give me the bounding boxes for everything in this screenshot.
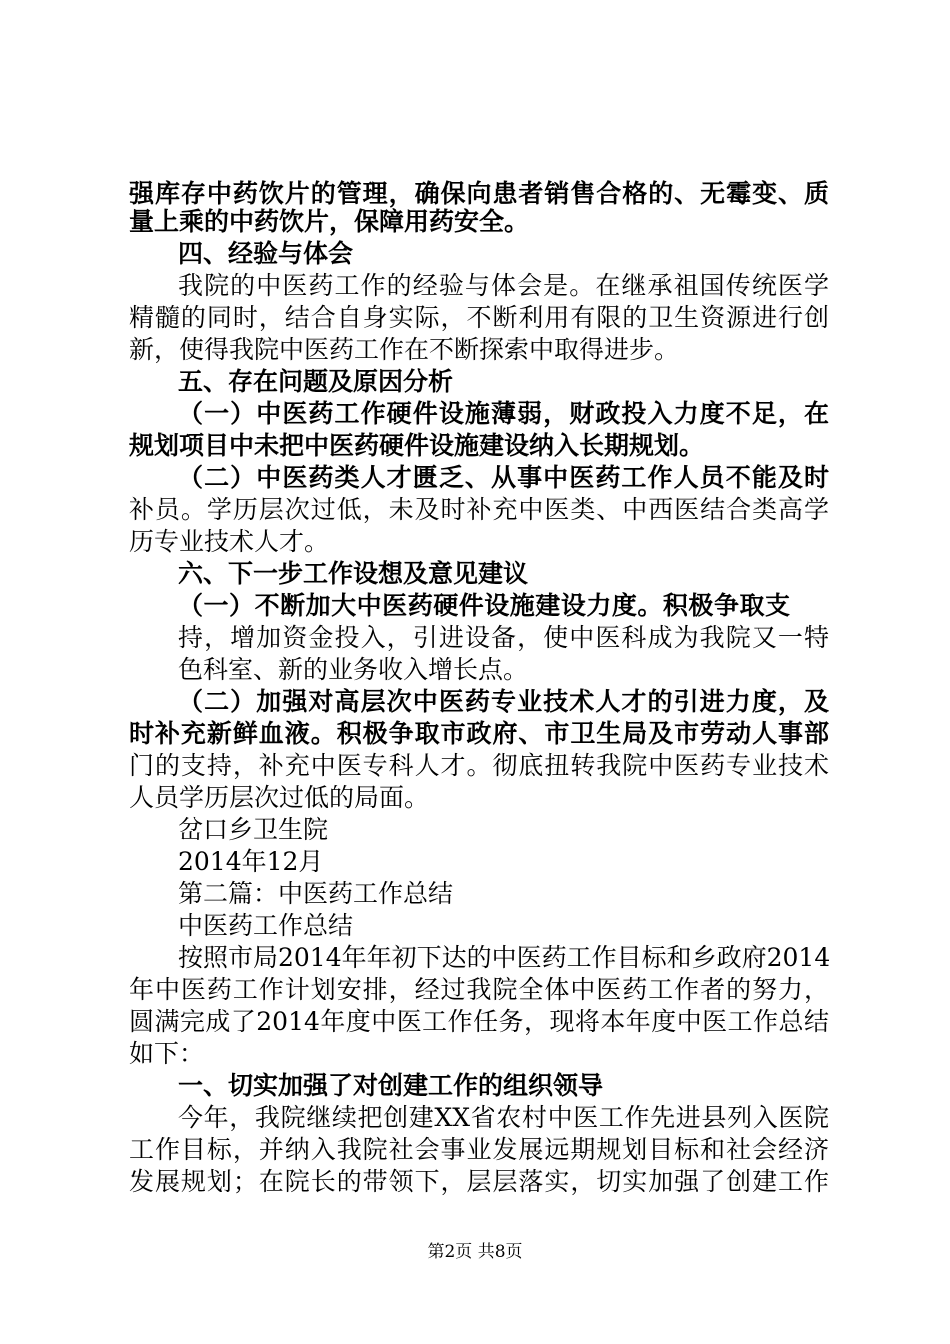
paragraph-line: 规划项目中未把中医药硬件设施建设纳入长期规划。: [129, 431, 705, 460]
section-heading: 五、存在问题及原因分析: [178, 367, 454, 396]
paragraph-line: （二）中医药类人才匮乏、从事中医药工作人员不能及时: [178, 463, 829, 492]
paragraph-line: 人员学历层次过低的局面。: [129, 783, 430, 812]
paragraph-line: 如下：: [129, 1039, 205, 1068]
section-heading: 四、经验与体会: [178, 239, 354, 268]
paragraph-line: 补员。学历层次过低，未及时补充中医类、中西医结合类高学: [129, 495, 829, 524]
paragraph-line: 今年，我院继续把创建XX省农村中医工作先进县列入医院: [178, 1103, 829, 1132]
paragraph-line: （一）中医药工作硬件设施薄弱，财政投入力度不足，在: [178, 399, 829, 428]
paragraph-line: 量上乘的中药饮片，保障用药安全。: [129, 207, 530, 236]
paragraph-line: 历专业技术人才。: [129, 527, 330, 556]
paragraph-line: 我院的中医药工作的经验与体会是。在继承祖国传统医学: [178, 271, 829, 300]
paragraph-line: 新，使得我院中医药工作在不断探索中取得进步。: [129, 335, 680, 364]
paragraph-line: 发展规划；在院长的带领下，层层落实，切实加强了创建工作: [129, 1167, 829, 1196]
paragraph-line: （二）加强对高层次中医药专业技术人才的引进力度，及: [178, 687, 829, 716]
chapter-title: 第二篇：中医药工作总结: [178, 879, 454, 908]
paragraph-line: 年中医药工作计划安排，经过我院全体中医药工作者的努力，: [129, 975, 829, 1004]
paragraph-line: （一）不断加大中医药硬件设施建设力度。积极争取支: [178, 591, 790, 620]
paragraph-line: 持，增加资金投入，引进设备，使中医科成为我院又一特: [178, 623, 829, 652]
document-title: 中医药工作总结: [178, 911, 354, 940]
paragraph-line: 工作目标，并纳入我院社会事业发展远期规划目标和社会经济: [129, 1135, 829, 1164]
signature-date: 2014年12月: [178, 847, 324, 876]
paragraph-line: 强库存中药饮片的管理，确保向患者销售合格的、无霉变、质: [129, 179, 829, 208]
paragraph-line: 按照市局2014年年初下达的中医药工作目标和乡政府2014: [178, 943, 831, 972]
page-footer: 第2页 共8页: [427, 1242, 523, 1262]
paragraph-line: 圆满完成了2014年度中医工作任务，现将本年度中医工作总结: [129, 1007, 829, 1036]
paragraph-line: 时补充新鲜血液。积极争取市政府、市卫生局及市劳动人事部: [129, 719, 829, 748]
paragraph-line: 色科室、新的业务收入增长点。: [178, 655, 529, 684]
signature-org: 岔口乡卫生院: [178, 815, 329, 844]
paragraph-line: 门的支持，补充中医专科人才。彻底扭转我院中医药专业技术: [129, 751, 829, 780]
section-heading: 一、切实加强了对创建工作的组织领导: [178, 1071, 604, 1100]
section-heading: 六、下一步工作设想及意见建议: [178, 559, 529, 588]
paragraph-line: 精髓的同时，结合自身实际，不断利用有限的卫生资源进行创: [129, 303, 829, 332]
